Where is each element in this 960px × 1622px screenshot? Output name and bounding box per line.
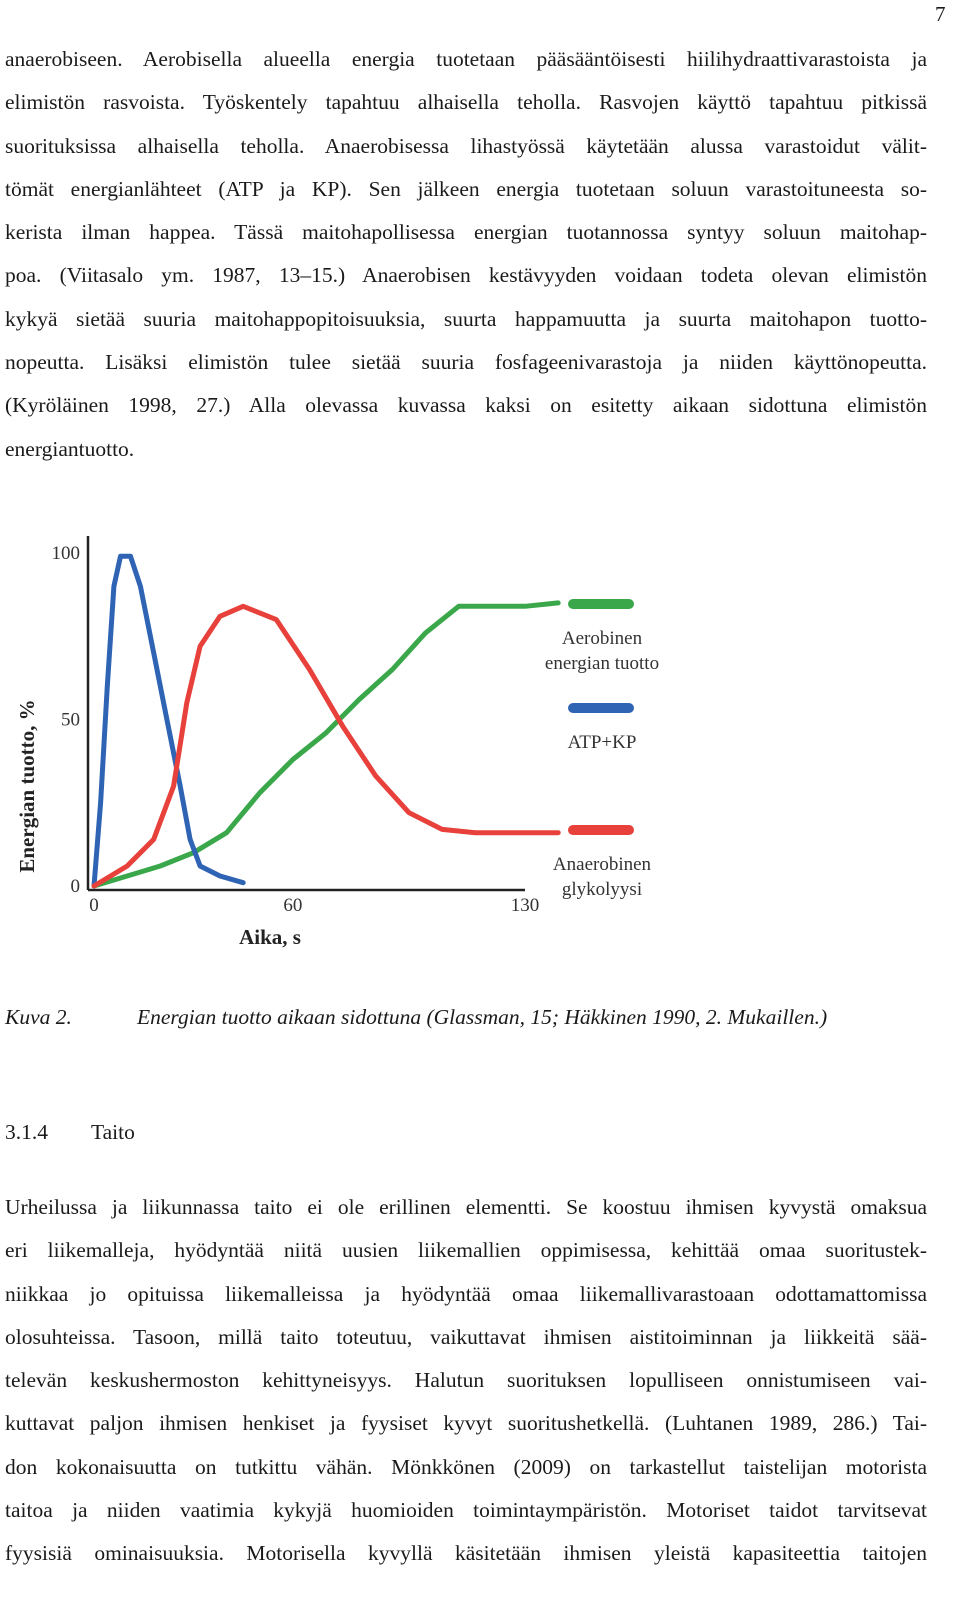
text-line: don kokonaisuutta on tutkittu vähän. Mönkkönen (2009) on tarkastellut taistelijan motorista	[5, 1454, 927, 1479]
y-axis-label: Energian tuotto, %	[15, 699, 39, 873]
y-tick-label: 100	[51, 543, 80, 564]
figure-caption	[5, 1005, 827, 1030]
text-line: Urheilussa ja liikunnassa taito ei ole erillinen elementti. Se koostuu ihmisen kyvystä omaksua	[5, 1195, 927, 1219]
page-number: 7	[935, 2, 946, 26]
legend-label: Aerobinen energian tuotto	[544, 628, 660, 674]
energy-production-chart	[0, 528, 700, 998]
x-tick-label: 60	[283, 895, 303, 916]
y-tick-label: 0	[70, 876, 80, 897]
x-tick-label: 0	[89, 895, 99, 916]
text-line: tömät energianlähteet (ATP ja KP). Sen jälkeen energia tuotetaan soluun varastoituneesta so-	[5, 176, 927, 201]
text-line: niikkaa jo opituissa liikemalleissa ja hyödyntää omaa liikemallivarastoaan odottamattomissa	[5, 1281, 927, 1306]
caption-text: Energian tuotto aikaan sidottuna (Glassman, 15; Häkkinen 1990, 2. Mukaillen.)	[137, 1005, 828, 1029]
text-line: nopeutta. Lisäksi elimistön tulee sietää suuria fosfageenivarastoja ja niiden käyttönopeutta.	[5, 350, 927, 375]
text-line: (Kyröläinen 1998, 27.) Alla olevassa kuvassa kaksi on esitetty aikaan sidottuna elimistön	[5, 393, 927, 418]
series-line-0	[94, 603, 558, 886]
section-number: 3.1.4	[5, 1120, 48, 1144]
text-line: anaerobiseen. Aerobisella alueella energia tuotetaan pääsääntöisesti hiilihydraattivarastoista ja	[5, 47, 927, 71]
text-line: olosuhteissa. Tasoon, millä taito toteutuu, vaikuttavat ihmisen aistitoiminnan ja liikkeitä sää-	[5, 1324, 927, 1349]
text-line: energiantuotto.	[5, 436, 135, 461]
text-line: taitoa ja niiden vaatimia kykyjä huomioiden toimintaympäristön. Motoriset taidot tarvitsevat	[5, 1498, 927, 1523]
text-line: kerista ilman happea. Tässä maitohapollisessa energian tuotannossa syntyy soluun maitohap-	[5, 220, 927, 245]
caption-label: Kuva 2.	[5, 1005, 72, 1029]
series-line-2	[94, 606, 558, 886]
chart-lines	[94, 556, 558, 886]
text-line: elimistön rasvoista. Työskentely tapahtuu alhaisella teholla. Rasvojen käyttö tapahtuu pitkissä	[5, 90, 927, 115]
text-line: eri liikemalleja, hyödyntää niitä uusien liikemallien oppimisessa, kehittää omaa suoritustek-	[5, 1238, 927, 1263]
y-tick-label: 50	[61, 709, 80, 731]
text-line: fyysisiä ominaisuuksia. Motorisella kyvyllä käsitetään ihmisen yleistä kapasiteettia taitojen	[5, 1541, 927, 1566]
body-paragraph-skill	[5, 1186, 927, 1576]
section-title: Taito	[91, 1120, 135, 1144]
x-tick-label: 130	[510, 895, 540, 916]
section-heading	[5, 1120, 135, 1145]
energy-production-figure	[0, 528, 700, 998]
text-line: televän keskushermoston kehittyneisyys. Halutun suorituksen lopulliseen onnistumiseen vai-	[5, 1368, 927, 1393]
text-line: suorituksissa alhaisella teholla. Anaerobisessa lihastyössä käytetään alussa varastoidut välit-	[5, 133, 927, 158]
text-line: poa. (Viitasalo ym. 1987, 13–15.) Anaerobisen kestävyyden voidaan todeta olevan elimistön	[5, 263, 927, 288]
text-line: kykyä sietää suuria maitohappopitoisuuksia, suurta happamuutta ja suurta maitohapon tuotto-	[5, 306, 927, 331]
text-line: kuttavat paljon ihmisen henkiset ja fyysiset kyvyt suoritushetkellä. (Luhtanen 1989, 286.) Tai-	[5, 1411, 927, 1436]
legend-label: Anaerobinen glykolyysi	[552, 854, 652, 900]
legend-label: ATP+KP	[567, 732, 637, 753]
chart-legend	[545, 604, 659, 900]
body-paragraph-energy	[5, 38, 927, 471]
x-axis-label: Aika, s	[239, 925, 301, 949]
